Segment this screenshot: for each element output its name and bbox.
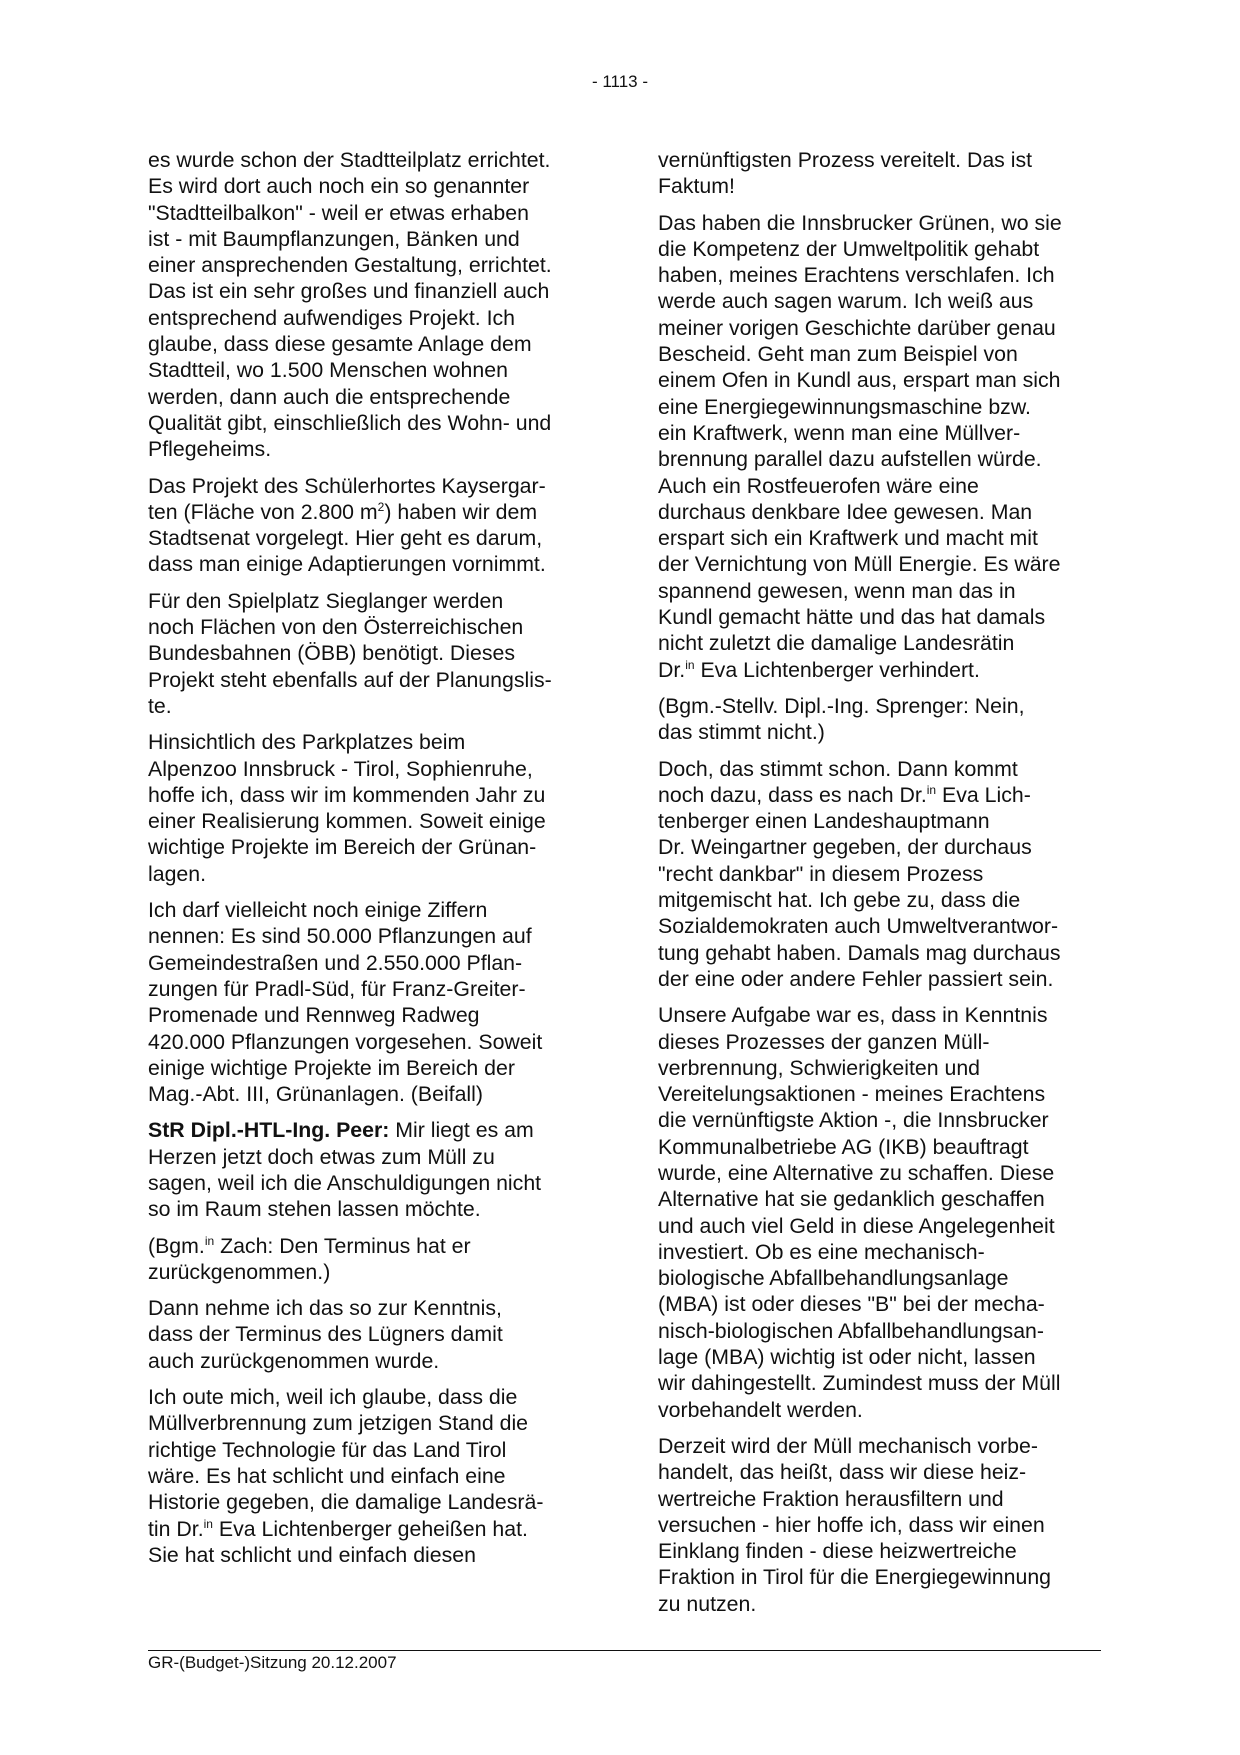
text-line: durchaus denkbare Idee gewesen. Man [658,499,1033,524]
left-column [148,147,593,1578]
text-line: Gemeindestraßen und 2.550.000 Pflan- [148,950,523,975]
text-line: und auch viel Geld in diese Angelegenheit [658,1213,1055,1238]
text-line: Bundesbahnen (ÖBB) benötigt. Dieses [148,641,516,666]
text-line: Mag.-Abt. III, Grünanlagen. (Beifall) [148,1082,483,1107]
text-line [658,657,1103,683]
paragraph [658,1002,1103,1423]
text-line: Ich oute mich, weil ich glaube, dass die [148,1385,518,1410]
text-line: wichtige Projekte im Bereich der Grünan- [148,835,537,860]
text-fragment: ten (Fläche von 2.800 m [148,499,378,524]
text-fragment: noch dazu, dass es nach Dr. [658,782,927,807]
superscript: in [203,1516,213,1531]
text-line: spannend gewesen, wenn man das in [658,578,1016,603]
superscript: in [926,782,937,797]
text-line: Alpenzoo Innsbruck - Tirol, Sophienruhe, [148,756,533,781]
text-line: Alternative hat sie gedanklich geschaffen [658,1187,1045,1212]
text-line: wertreiche Fraktion herausfiltern und [658,1486,1004,1511]
text-fragment: tin Dr. [148,1516,204,1541]
text-line: zurückgenommen.) [148,1259,331,1284]
page-number: - 1113 - [591,72,649,91]
text-line: die vernünftigste Aktion -, die Innsbrucker [658,1108,1049,1133]
paragraph [148,1233,593,1286]
text-line: richtige Technologie für das Land Tirol [148,1437,507,1462]
text-line: Das Projekt des Schülerhortes Kaysergar- [148,473,546,498]
text-line: Das ist ein sehr großes und finanziell auch [148,279,550,304]
text-line: nennen: Es sind 50.000 Pflanzungen auf [148,924,532,949]
superscript: 2 [377,499,385,514]
paragraph [148,1384,593,1568]
paragraph [658,756,1103,993]
text-line: Historie gegeben, die damalige Landesrä- [148,1490,544,1515]
paragraph [658,147,1103,200]
text-line: einem Ofen in Kundl aus, erspart man sich [658,368,1061,393]
text-line: investiert. Ob es eine mechanisch- [658,1239,985,1264]
paragraph [148,729,593,887]
text-line: erspart sich ein Kraftwerk und macht mit [658,526,1038,551]
text-line: versuchen - hier hoffe ich, dass wir einen [658,1512,1045,1537]
text-line: das stimmt nicht.) [658,720,825,745]
text-line: te. [148,693,172,718]
text-line: so im Raum stehen lassen möchte. [148,1197,481,1222]
text-line: meiner vorigen Geschichte darüber genau [658,315,1056,340]
text-line: der eine oder andere Fehler passiert sein. [658,966,1054,991]
text-fragment: Zach: Den Terminus hat er [214,1233,471,1258]
text-line: brennung parallel dazu aufstellen würde. [658,447,1042,472]
text-line [148,1516,593,1542]
text-line: wir dahingestellt. Zumindest muss der Müll [658,1371,1061,1396]
text-line [658,782,1103,808]
text-line: ist - mit Baumpflanzungen, Bänken und [148,226,520,251]
paragraph [148,897,593,1107]
text-line [148,1233,593,1259]
text-fragment: Eva Lichtenberger geheißen hat. [212,1516,528,1541]
text-line: glaube, dass diese gesamte Anlage dem [148,332,532,357]
text-line: ein Kraftwerk, wenn man eine Müllver- [658,420,1021,445]
text-line: einer ansprechenden Gestaltung, errichtet. [148,253,552,278]
text-line: Projekt steht ebenfalls auf der Planungslis- [148,667,552,692]
text-line: Unsere Aufgabe war es, dass in Kenntnis [658,1003,1048,1028]
text-line: verbrennung, Schwierigkeiten und [658,1055,981,1080]
text-line: Ich darf vielleicht noch einige Ziffern [148,898,488,923]
superscript: in [204,1233,215,1248]
footer-divider [148,1650,1101,1651]
paragraph [148,1295,593,1374]
text-line: Doch, das stimmt schon. Dann kommt [658,756,1018,781]
text-line: entsprechend aufwendiges Projekt. Ich [148,305,516,330]
text-line: Fraktion in Tirol für die Energiegewinnung [658,1565,1052,1590]
text-line: hoffe ich, dass wir im kommenden Jahr zu [148,782,546,807]
text-line: Herzen jetzt doch etwas zum Müll zu [148,1144,495,1169]
text-fragment: ) haben wir dem [384,499,538,524]
text-line: Einklang finden - diese heizwertreiche [658,1539,1017,1564]
text-line: Dann nehme ich das so zur Kenntnis, [148,1296,502,1321]
text-fragment: Mir liegt es am [389,1118,534,1143]
text-fragment: Eva Lich- [936,782,1031,807]
text-line: werden, dann auch die entsprechende [148,384,511,409]
text-line [148,499,593,525]
text-line: mitgemischt hat. Ich gebe zu, dass die [658,888,1021,913]
text-line: lage (MBA) wichtig ist oder nicht, lassen [658,1345,1036,1370]
text-line: auch zurückgenommen wurde. [148,1348,440,1373]
text-line: zungen für Pradl-Süd, für Franz-Greiter- [148,976,526,1001]
text-line: Bescheid. Geht man zum Beispiel von [658,342,1018,367]
text-line: Faktum! [658,174,735,199]
paragraph [148,473,593,578]
text-line: sagen, weil ich die Anschuldigungen nicht [148,1170,542,1195]
text-line: zu nutzen. [658,1591,757,1616]
text-line: Dr. Weingartner gegeben, der durchaus [658,835,1032,860]
text-line: einer Realisierung kommen. Soweit einige [148,809,546,834]
text-line: "Stadtteilbalkon" - weil er etwas erhaben [148,200,529,225]
text-line: Sie hat schlicht und einfach diesen [148,1542,476,1567]
text-line: Qualität gibt, einschließlich des Wohn- und [148,410,552,435]
text-line: nicht zuletzt die damalige Landesrätin [658,631,1015,656]
text-line [148,1117,593,1143]
paragraph [658,693,1103,746]
text-line: Pflegeheims. [148,437,272,462]
text-line: Kommunalbetriebe AG (IKB) beauftragt [658,1134,1029,1159]
text-line: Hinsichtlich des Parkplatzes beim [148,730,466,755]
text-line: dass man einige Adaptierungen vornimmt. [148,552,546,577]
text-fragment: (Bgm. [148,1233,205,1258]
text-line: handelt, das heißt, dass wir diese heiz- [658,1460,1027,1485]
text-line: Für den Spielplatz Sieglanger werden [148,588,504,613]
text-line: noch Flächen von den Österreichischen [148,615,524,640]
text-line: Stadtteil, wo 1.500 Menschen wohnen [148,358,508,383]
text-line: (Bgm.-Stellv. Dipl.-Ing. Sprenger: Nein, [658,693,1025,718]
paragraph [658,1433,1103,1617]
speaker-name: StR Dipl.-HTL-Ing. Peer: [148,1118,390,1143]
text-line: wurde, eine Alternative zu schaffen. Diese [658,1160,1055,1185]
superscript: in [685,657,695,672]
footer-text: GR-(Budget-)Sitzung 20.12.2007 [148,1653,397,1672]
text-line: Auch ein Rostfeuerofen wäre eine [658,473,979,498]
text-line: (MBA) ist oder dieses "B" bei der mecha- [658,1292,1045,1317]
paragraph [148,147,593,463]
text-line: dass der Terminus des Lügners damit [148,1322,503,1347]
text-line: einige wichtige Projekte im Bereich der [148,1055,515,1080]
text-line: eine Energiegewinnungsmaschine bzw. [658,394,1031,419]
text-line: Kundl gemacht hätte und das hat damals [658,605,1046,630]
text-line: wäre. Es hat schlicht und einfach eine [148,1463,506,1488]
text-line: Müllverbrennung zum jetzigen Stand die [148,1411,529,1436]
text-line: lagen. [148,861,207,886]
text-line: Sozialdemokraten auch Umweltverantwor- [658,914,1059,939]
text-fragment: Eva Lichtenberger verhindert. [694,657,980,682]
paragraph [148,588,593,719]
text-line: vernünftigsten Prozess vereitelt. Das ist [658,148,1033,172]
text-line: der Vernichtung von Müll Energie. Es wäre [658,552,1061,577]
text-line: haben, meines Erachtens verschlafen. Ich [658,263,1055,288]
paragraph [658,210,1103,683]
text-line: dieses Prozesses der ganzen Müll- [658,1029,990,1054]
text-line: "recht dankbar" in diesem Prozess [658,861,984,886]
text-line: vorbehandelt werden. [658,1397,863,1422]
text-line: nisch-biologischen Abfallbehandlungsan- [658,1318,1044,1343]
text-line: werde auch sagen warum. Ich weiß aus [658,289,1034,314]
text-line: biologische Abfallbehandlungsanlage [658,1266,1009,1291]
text-line: Stadtsenat vorgelegt. Hier geht es darum, [148,526,543,551]
text-line: es wurde schon der Stadtteilplatz errichtet. [148,148,551,172]
text-line: tenberger einen Landeshauptmann [658,809,990,834]
paragraph [148,1117,593,1222]
text-line: Promenade und Rennweg Radweg [148,1003,480,1028]
text-line: Das haben die Innsbrucker Grünen, wo sie [658,210,1062,235]
text-line: Es wird dort auch noch ein so genannter [148,174,530,199]
text-line: die Kompetenz der Umweltpolitik gehabt [658,236,1040,261]
text-line: Derzeit wird der Müll mechanisch vorbe- [658,1433,1038,1458]
text-line: Vereitelungsaktionen - meines Erachtens [658,1082,1046,1107]
text-line: tung gehabt haben. Damals mag durchaus [658,940,1061,965]
right-column [658,147,1103,1627]
text-fragment: Dr. [658,657,686,682]
text-line: 420.000 Pflanzungen vorgesehen. Soweit [148,1029,543,1054]
